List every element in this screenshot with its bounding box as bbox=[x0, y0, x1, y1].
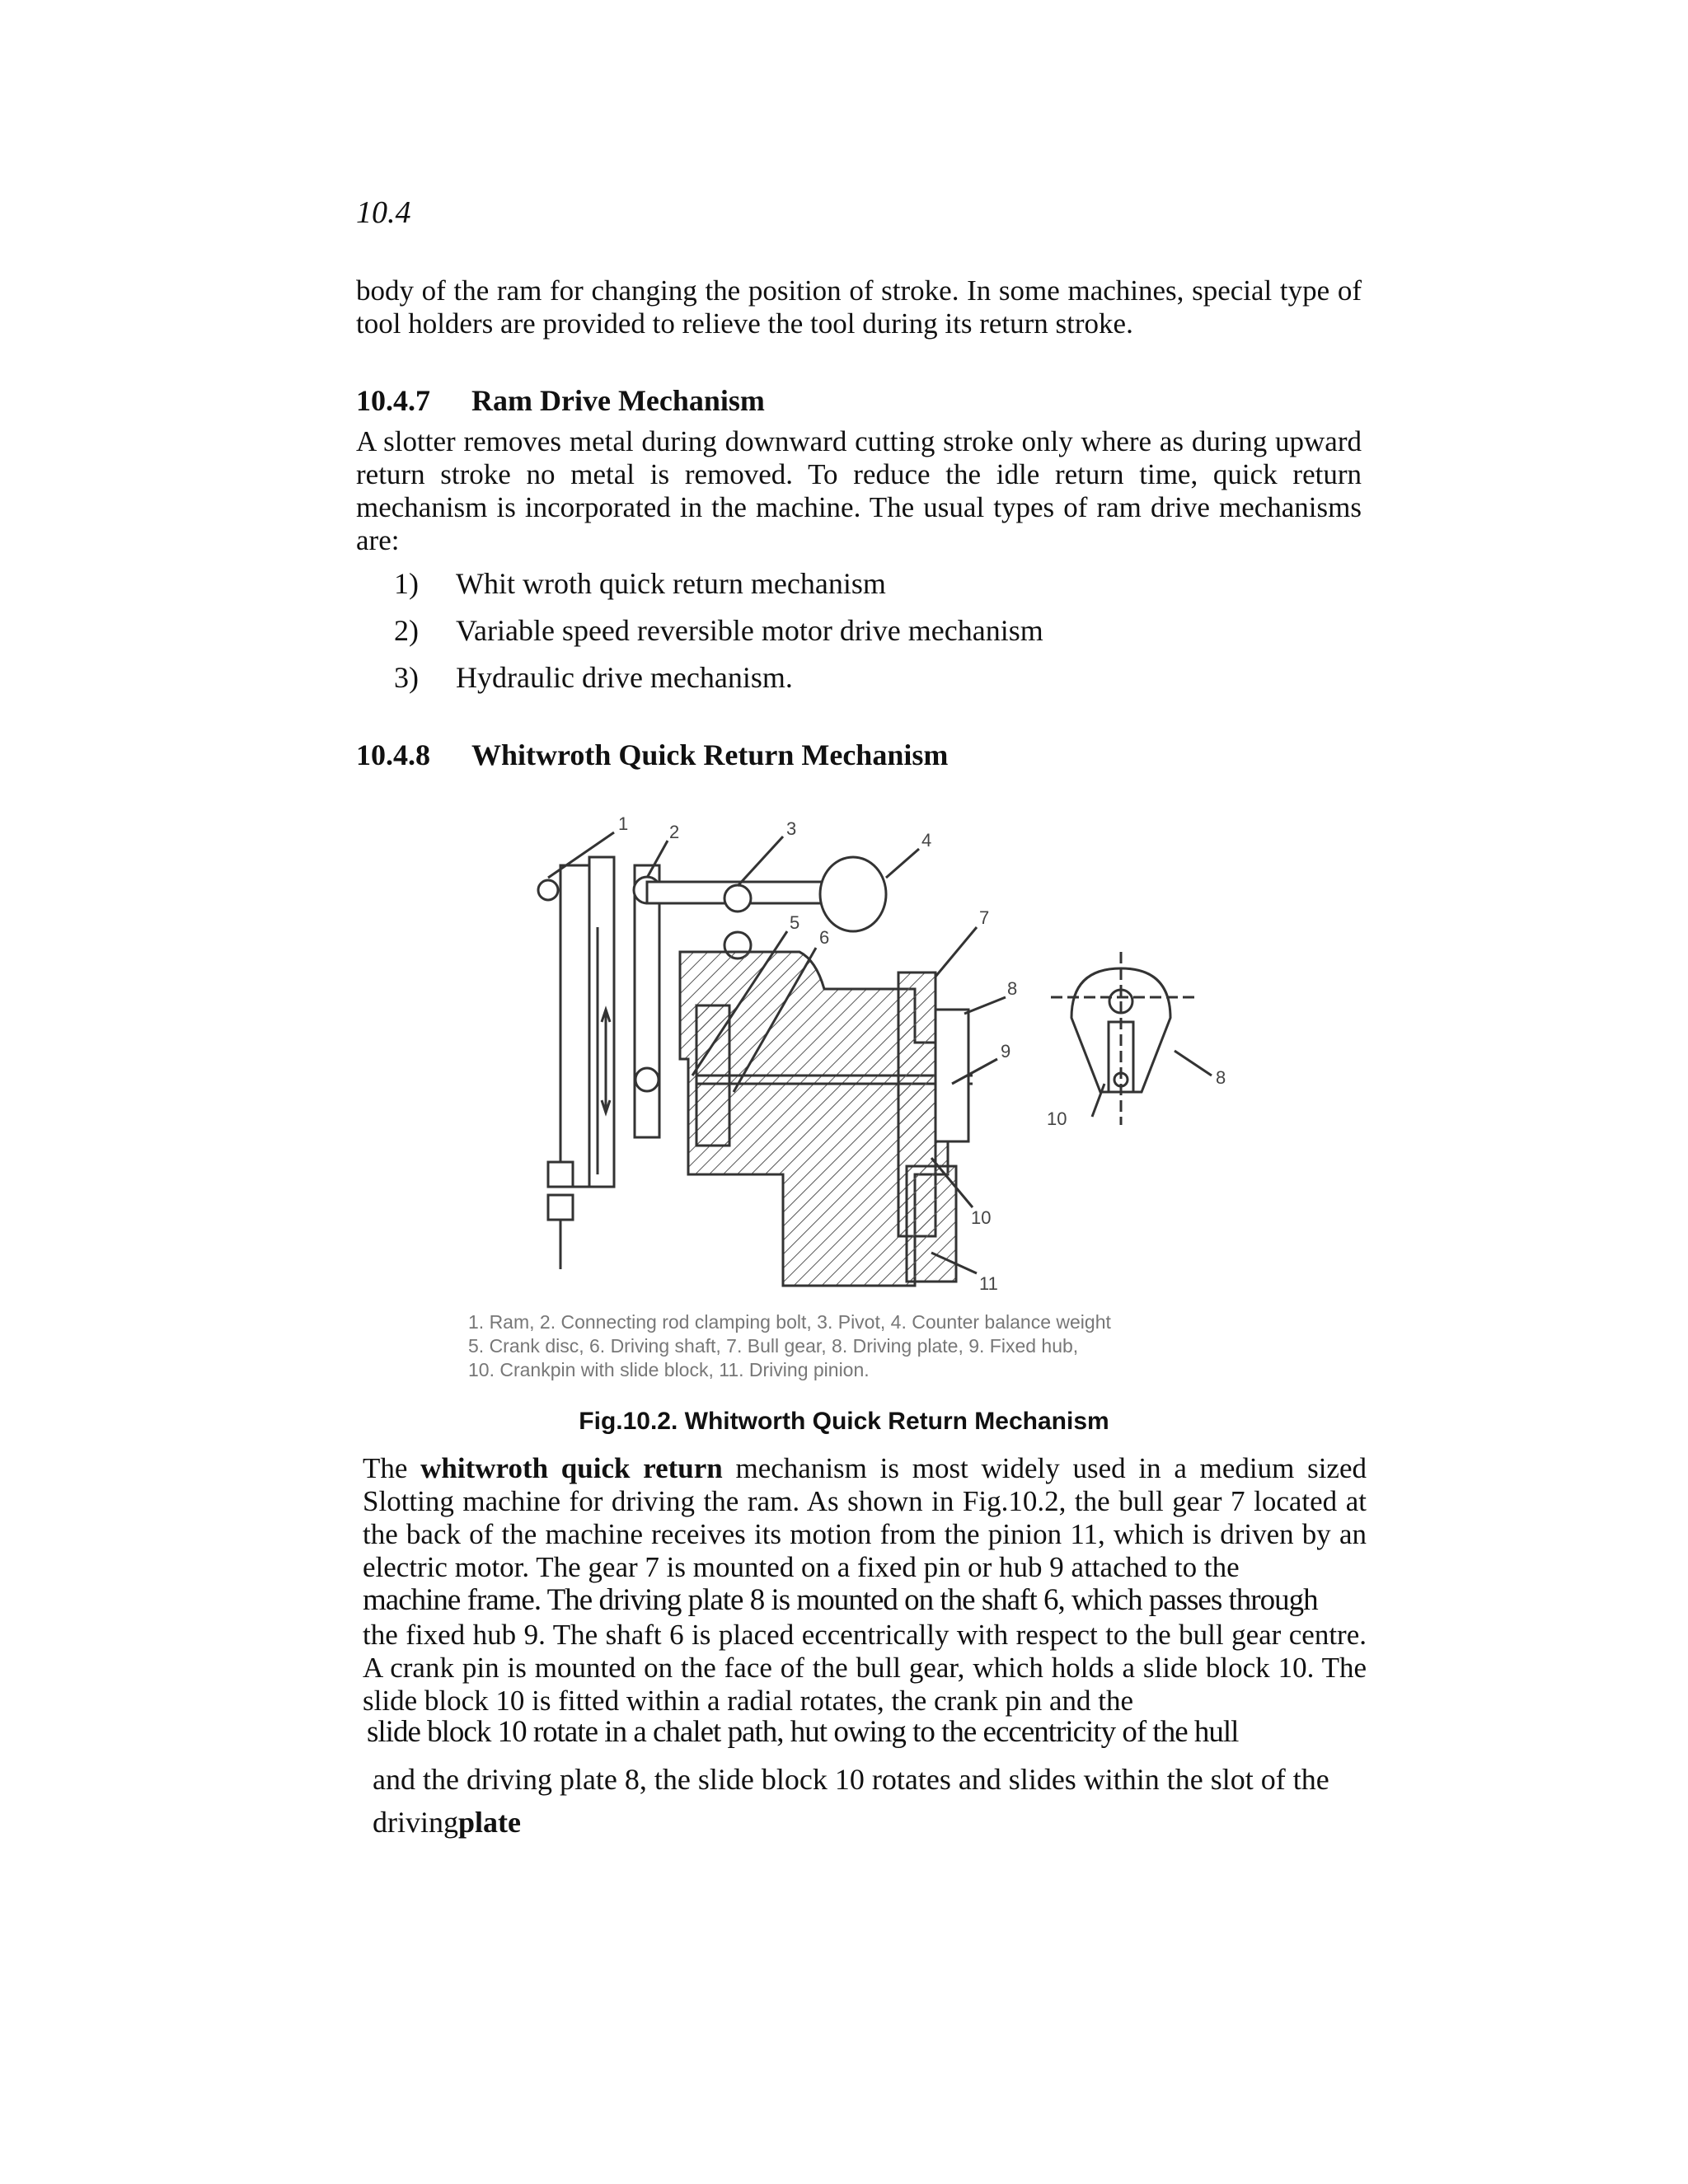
figure-label: 8 bbox=[1007, 978, 1018, 999]
body-line: drivingplate bbox=[373, 1806, 521, 1839]
bold-term: whitwroth quick return bbox=[420, 1452, 723, 1484]
mechanism-diagram bbox=[470, 812, 1294, 1306]
figure-label: 9 bbox=[1001, 1041, 1011, 1062]
figure-label: 1 bbox=[618, 813, 629, 834]
body-line: machine frame. The driving plate 8 is mounted on the shaft 6, which passes through bbox=[363, 1583, 1318, 1617]
figure-caption: Fig.10.2. Whitworth Quick Return Mechanism bbox=[579, 1408, 1109, 1435]
figure-label: 10 bbox=[971, 1207, 992, 1228]
figure-label: 3 bbox=[786, 818, 797, 839]
mechanism-figure bbox=[470, 812, 1294, 1389]
body-paragraph-1: The whitwroth quick return mechanism is most widely used in a medium sized Slotting machine for driving the ram. As shown in Fig.10.2, the bull gear 7 located at the back of the machine receives its motion from the pinion 11, which is driven by an electric motor. The gear 7 is mounted on a fixed pin or hub 9 attached to the bbox=[363, 1452, 1367, 1583]
legend-line: 10. Crankpin with slide block, 11. Driving pinion. bbox=[468, 1359, 870, 1380]
mechanism-list bbox=[394, 560, 1043, 701]
intro-paragraph: body of the ram for changing the position of stroke. In some machines, special type of tool holders are provided to relieve the tool during its return stroke. bbox=[356, 274, 1362, 340]
page-number: 10.4 bbox=[356, 195, 411, 230]
figure-label: 8 bbox=[1216, 1067, 1226, 1088]
body-line: and the driving plate 8, the slide block 10 rotates and slides within the slot of the bbox=[373, 1763, 1329, 1796]
list-item: 2) Variable speed reversible motor drive mechanism bbox=[394, 614, 1043, 647]
figure-label: 5 bbox=[790, 912, 800, 933]
section-heading-10-4-7 bbox=[356, 383, 765, 418]
figure-legend bbox=[468, 1310, 1292, 1382]
list-item: 1) Whit wroth quick return mechanism bbox=[394, 567, 886, 600]
section-title: Ram Drive Mechanism bbox=[471, 384, 765, 417]
figure-label: 10 bbox=[1047, 1108, 1067, 1129]
figure-label: 2 bbox=[669, 822, 680, 842]
legend-line: 5. Crank disc, 6. Driving shaft, 7. Bull gear, 8. Driving plate, 9. Fixed hub, bbox=[468, 1335, 1079, 1357]
section-heading-10-4-8 bbox=[356, 738, 948, 772]
body-line: slide block 10 rotate in a chalet path, hut owing to the eccentricity of the hull bbox=[367, 1715, 1239, 1749]
body-paragraph-2: the fixed hub 9. The shaft 6 is placed eccentrically with respect to the bull gear centre. A crank pin is mounted on the face of the bull gear, which holds a slide block 10. The slide block 10 is fitted within a radial rotates, the crank pin and the bbox=[363, 1619, 1367, 1717]
figure-label: 7 bbox=[979, 907, 990, 928]
figure-label: 11 bbox=[979, 1273, 998, 1294]
figure-label: 4 bbox=[921, 830, 932, 851]
section-number: 10.4.8 bbox=[356, 738, 430, 771]
list-item: 3) Hydraulic drive mechanism. bbox=[394, 661, 793, 694]
section-number: 10.4.7 bbox=[356, 384, 430, 417]
legend-line: 1. Ram, 2. Connecting rod clamping bolt, 3. Pivot, 4. Counter balance weight bbox=[468, 1311, 1111, 1333]
ram-drive-paragraph: A slotter removes metal during downward cutting stroke only where as during upward return stroke no metal is removed. To reduce the idle return time, quick return mechanism is incorporated in the machine. The usual types of ram drive mechanisms are: bbox=[356, 425, 1362, 556]
section-title: Whitwroth Quick Return Mechanism bbox=[471, 738, 949, 771]
figure-label: 6 bbox=[819, 927, 830, 948]
